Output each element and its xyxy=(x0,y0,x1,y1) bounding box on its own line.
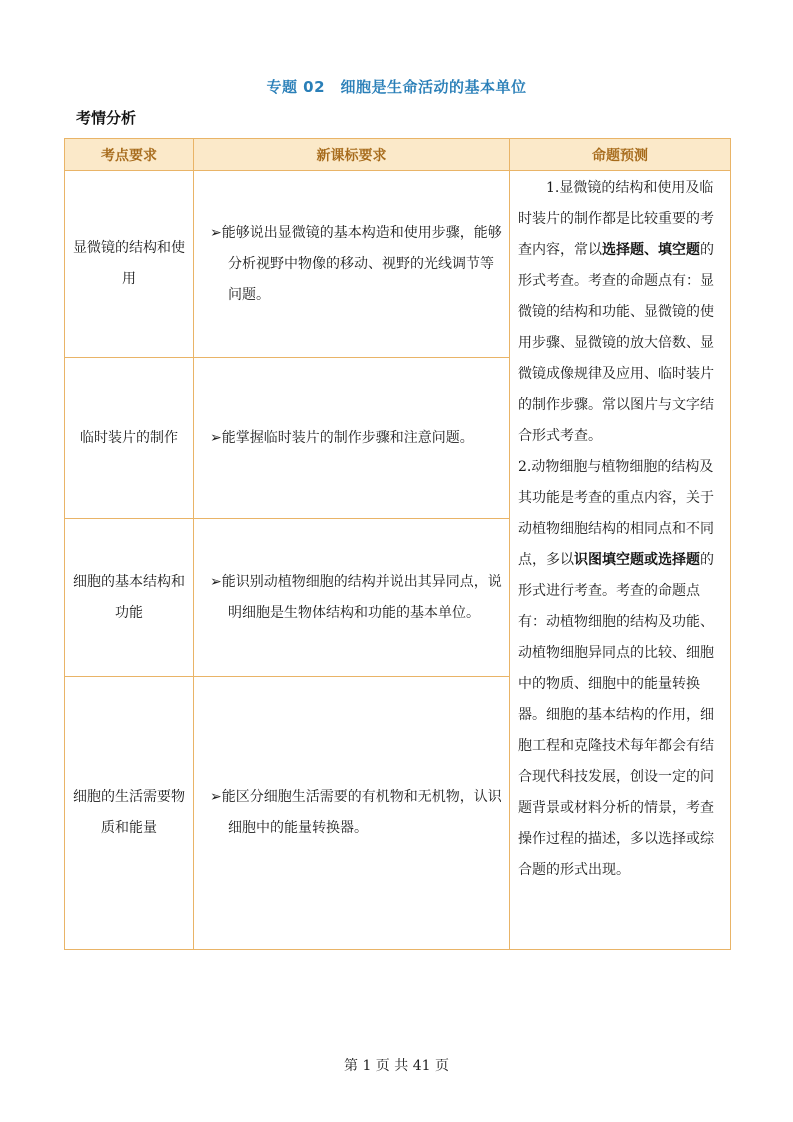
requirement-cell xyxy=(194,358,510,519)
analysis-table xyxy=(64,138,731,950)
prediction-paragraph-1: 1.显微镜的结构和使用及临时装片的制作都是比较重要的考查内容，常以选择题、填空题的形式考查。考查的命题点有：显微镜的结构和功能、显微镜的使用步骤、显微镜的放大倍数、显微镜成像规律及应用、临时装片的制作步骤。常以图片与文字结合形式考查。 xyxy=(518,180,714,444)
requirement-cell xyxy=(194,171,510,358)
requirement-text: ➢能区分细胞生活需要的有机物和无机物，认识细胞中的能量转换器。 xyxy=(210,789,502,836)
requirement-text: ➢能识别动植物细胞的结构并说出其异同点，说明细胞是生物体结构和功能的基本单位。 xyxy=(210,573,502,621)
requirement-text: ➢能掌握临时装片的制作步骤和注意问题。 xyxy=(210,429,474,446)
requirement-cell xyxy=(194,519,510,677)
requirement-cell xyxy=(194,677,510,950)
table-row xyxy=(65,171,731,358)
page-footer: 第 1 页 共 41 页 xyxy=(344,1058,449,1074)
prediction-paragraph-2: 2.动物细胞与植物细胞的结构及其功能是考查的重点内容，关于动植物细胞结构的相同点和不同点，多以识图填空题或选择题的形式进行考查。考查的命题点有：动植物细胞的结构及功能、动植物细胞异同点的比较、细胞中的物质、细胞中的能量转换器。细胞的基本结构的作用，细胞工程和克隆技术每年都会有结合现代科技发展，创设一定的问题背景或材料分析的情景，考查操作过程的描述，多以选择或综合题的形式出现。 xyxy=(518,459,714,878)
requirement-text: ➢能够说出显微镜的基本构造和使用步骤，能够分析视野中物像的移动、视野的光线调节等问题。 xyxy=(210,224,502,303)
prediction-cell xyxy=(510,171,731,950)
table-header-row xyxy=(65,139,731,171)
topic-cell: 细胞的基本结构和功能 xyxy=(65,519,194,677)
page-title: 专题 02 细胞是生命活动的基本单位 xyxy=(266,78,527,96)
topic-cell: 临时装片的制作 xyxy=(65,358,194,519)
header-requirement: 新课标要求 xyxy=(194,139,510,171)
section-heading: 考情分析 xyxy=(76,109,137,127)
topic-cell: 细胞的生活需要物质和能量 xyxy=(65,677,194,950)
header-prediction: 命题预测 xyxy=(510,139,731,171)
topic-cell: 显微镜的结构和使用 xyxy=(65,171,194,358)
header-topic: 考点要求 xyxy=(65,139,194,171)
